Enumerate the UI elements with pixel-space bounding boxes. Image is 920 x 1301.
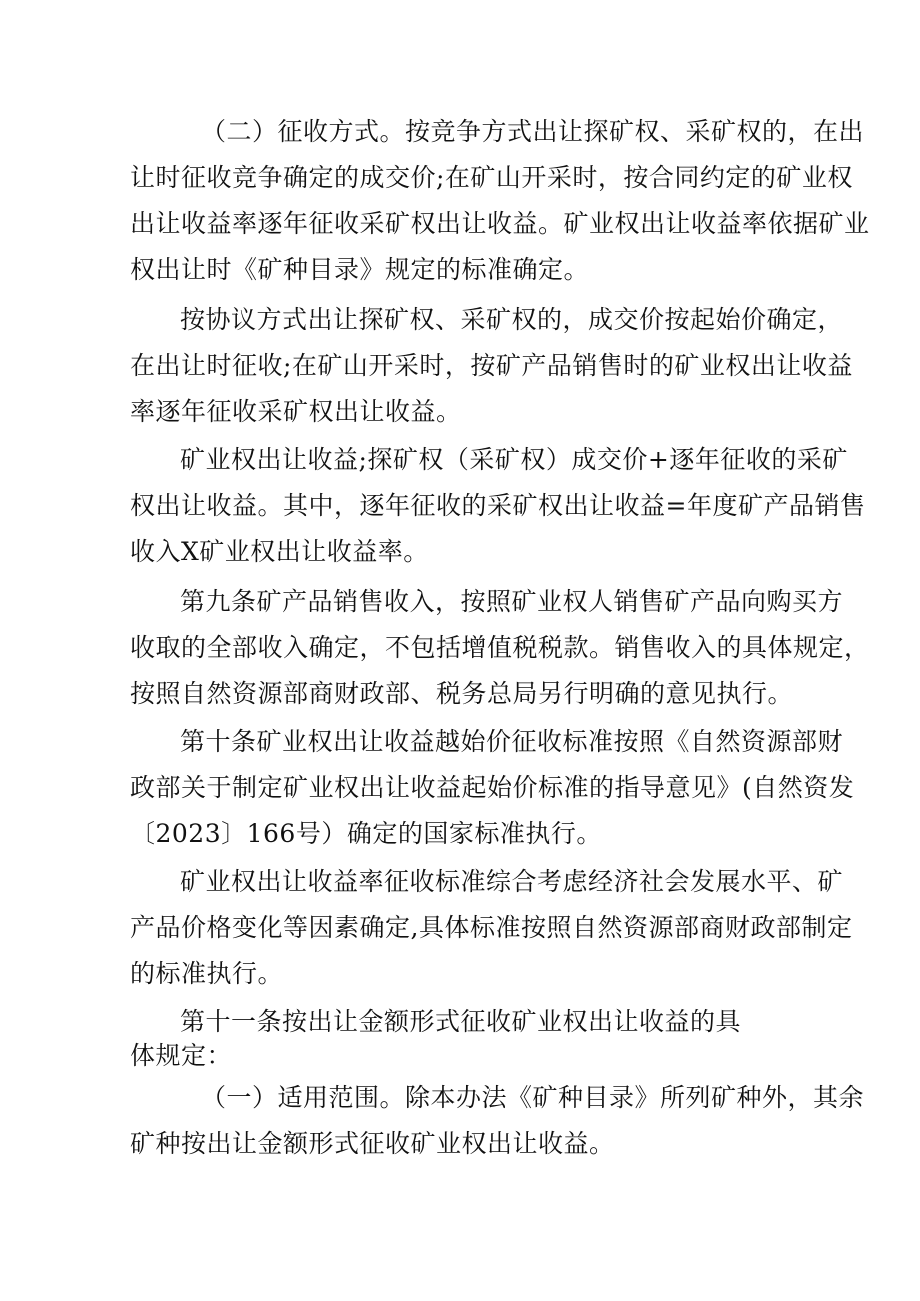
text-line: 矿业权出让收益率征收标准综合考虑经济社会发展水平、矿 — [180, 867, 844, 896]
text-line: 权出让时《矿种目录》规定的标准确定。 — [130, 255, 590, 284]
text-line: 第十一条按出让金额形式征收矿业权出让收益的具 — [180, 1007, 742, 1036]
text-line: 收取的全部收入确定，不包括增值税税款。销售收入的具体规定， — [130, 633, 870, 662]
text-line: 权出让收益。其中，逐年征收的采矿权出让收益=年度矿产品销售 — [130, 491, 866, 520]
text-line: 的标准执行。 — [130, 959, 284, 988]
text-line: 收入X矿业权出让收益率。 — [130, 537, 429, 566]
text-line: 率逐年征收采矿权出让收益。 — [130, 397, 462, 426]
text-line: （二）征收方式。按竞争方式出让探矿权、采矿权的，在出 — [201, 117, 865, 146]
text-line: 按照自然资源部商财政部、税务总局另行明确的意见执行。 — [130, 679, 794, 708]
text-line: 政部关于制定矿业权出让收益起始价标准的指导意见》(自然资发 — [130, 773, 855, 802]
text-line: 〔2023〕166号）确定的国家标准执行。 — [130, 819, 602, 848]
text-line: 第九条矿产品销售收入，按照矿业权人销售矿产品向购买方 — [180, 587, 844, 616]
text-line: 按协议方式出让探矿权、采矿权的，成交价按起始价确定， — [180, 305, 844, 334]
text-line: 产品价格变化等因素确定,具体标准按照自然资源部商财政部制定 — [130, 913, 853, 942]
text-line: 第十条矿业权出让收益越始价征收标准按照《自然资源部财 — [180, 727, 844, 756]
text-line: 矿业权出让收益;探矿权（采矿权）成交价+逐年征收的采矿 — [180, 445, 848, 474]
text-line: 出让收益率逐年征收采矿权出让收益。矿业权出让收益率依据矿业 — [130, 209, 870, 238]
text-line: 让时征收竞争确定的成交价;在矿山开采时，按合同约定的矿业权 — [130, 163, 853, 192]
text-line: （一）适用范围。除本办法《矿种目录》所列矿种外，其余 — [201, 1083, 865, 1112]
text-line: 矿种按出让金额形式征收矿业权出让收益。 — [130, 1129, 615, 1158]
text-line: 体规定： — [130, 1041, 233, 1070]
text-line: 在出让时征收;在矿山开采时，按矿产品销售时的矿业权出让收益 — [130, 351, 853, 380]
